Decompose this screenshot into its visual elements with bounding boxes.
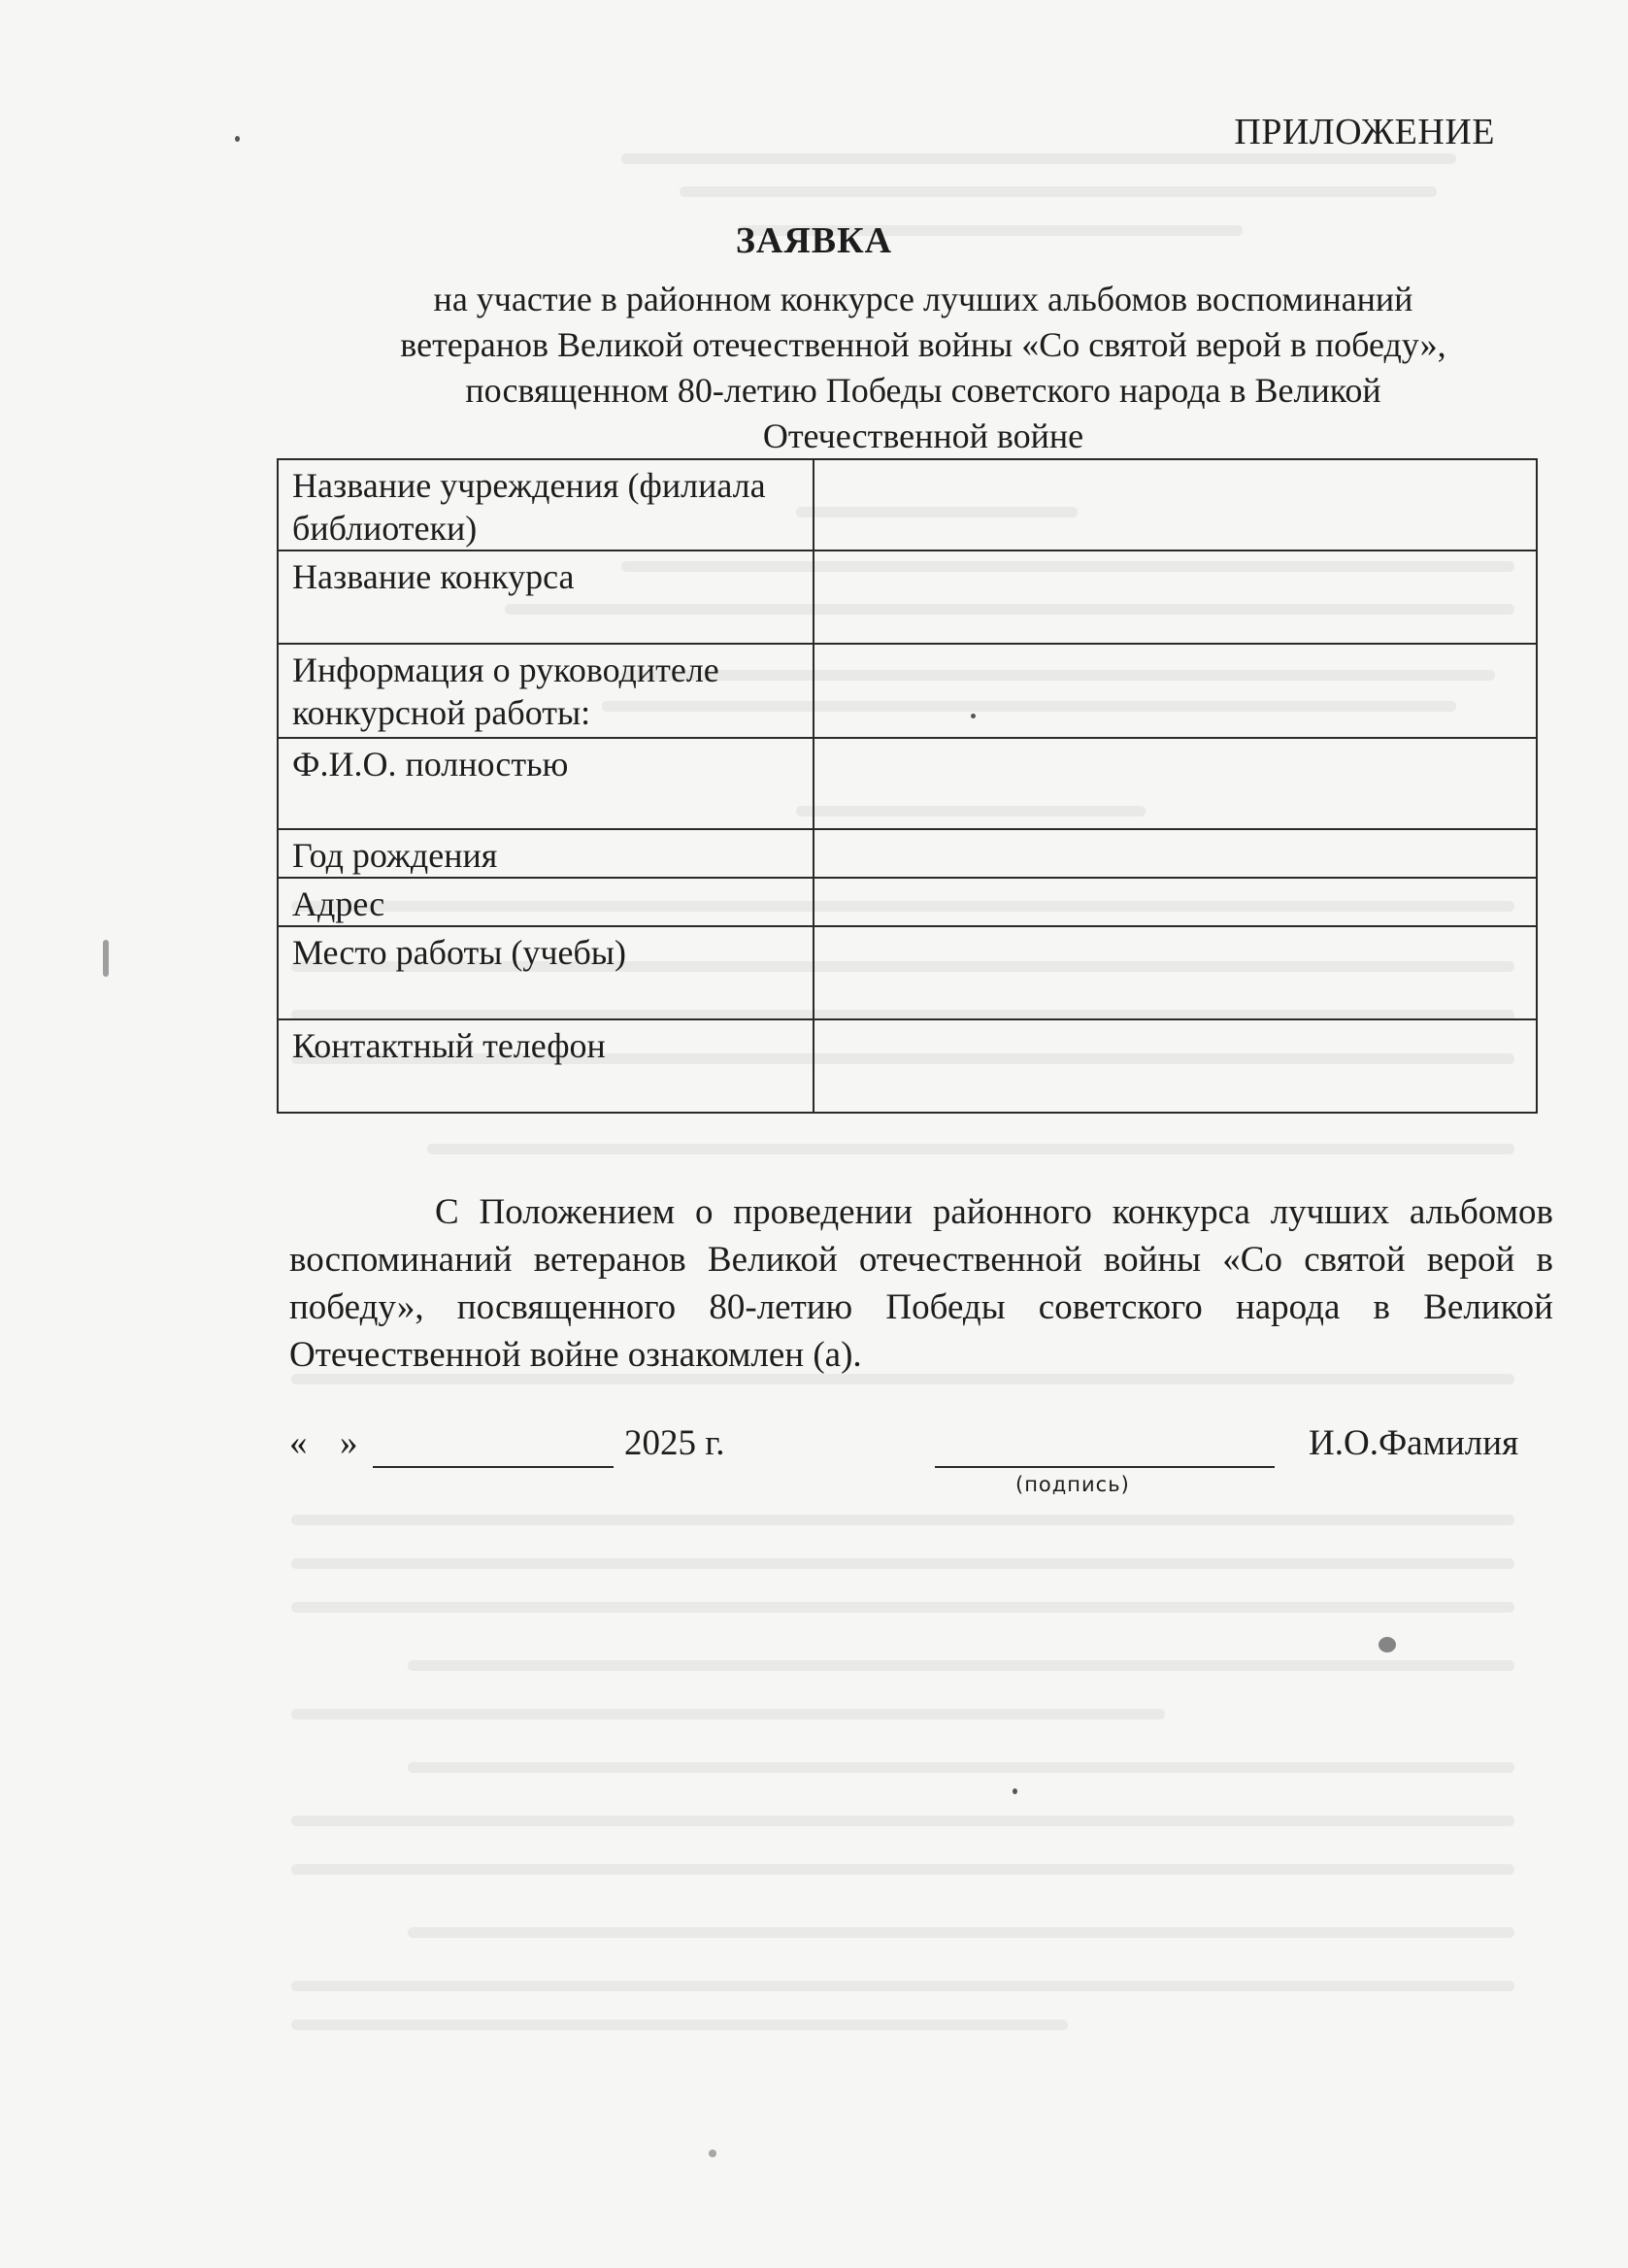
agreement-paragraph: С Положением о проведении районного конкурса лучших альбомов воспоминаний ветеранов Великой отечественной войны «Со святой верой в победу», посвященного 80-летию Победы советского народа в Великой Отечественной войне ознакомлен (а). [289, 1192, 1553, 1375]
field-label-institution: Название учреждения (филиала библиотеки) [278, 459, 814, 550]
table-row [278, 644, 1537, 738]
signature-caption: (подпись) [1015, 1473, 1130, 1496]
table-row [278, 878, 1537, 926]
field-value-workplace[interactable] [814, 926, 1537, 1019]
subtitle-line: Отечественной войне [762, 417, 1084, 455]
field-label-supervisor-info: Информация о руководителе конкурсной работы: [278, 644, 814, 738]
table-row [278, 550, 1537, 644]
field-value-supervisor-info[interactable] [814, 644, 1537, 738]
field-label-full-name: Ф.И.О. полностью [278, 738, 814, 829]
document-title: ЗАЯВКА [735, 220, 893, 261]
date-quote-open: « [289, 1423, 308, 1463]
field-label-birth-year: Год рождения [278, 829, 814, 878]
date-quote-close: » [340, 1423, 358, 1463]
field-label-address: Адрес [278, 878, 814, 926]
table-row [278, 459, 1537, 550]
signer-name: И.О.Фамилия [1309, 1423, 1519, 1463]
field-value-contest-name[interactable] [814, 550, 1537, 644]
application-form-table [277, 458, 1538, 1114]
field-value-institution[interactable] [814, 459, 1537, 550]
table-row [278, 829, 1537, 878]
subtitle-line: на участие в районном конкурсе лучших альбомов воспоминаний [433, 280, 1413, 318]
field-label-contest-name: Название конкурса [278, 550, 814, 644]
field-value-address[interactable] [814, 878, 1537, 926]
date-blank-line[interactable] [373, 1466, 614, 1468]
table-row [278, 926, 1537, 1019]
signature-blank-line[interactable] [935, 1466, 1275, 1468]
field-value-phone[interactable] [814, 1019, 1537, 1113]
field-value-birth-year[interactable] [814, 829, 1537, 878]
field-label-phone: Контактный телефон [278, 1019, 814, 1113]
table-row [278, 1019, 1537, 1113]
field-value-full-name[interactable] [814, 738, 1537, 829]
date-year: 2025 г. [624, 1423, 725, 1463]
document-subtitle [262, 277, 1584, 459]
subtitle-line: посвященном 80-летию Победы советского народа в Великой [465, 371, 1381, 410]
field-label-workplace: Место работы (учебы) [278, 926, 814, 1019]
appendix-label: ПРИЛОЖЕНИЕ [1234, 112, 1495, 152]
table-row [278, 738, 1537, 829]
subtitle-line: ветеранов Великой отечественной войны «Со святой верой в победу», [400, 325, 1446, 364]
